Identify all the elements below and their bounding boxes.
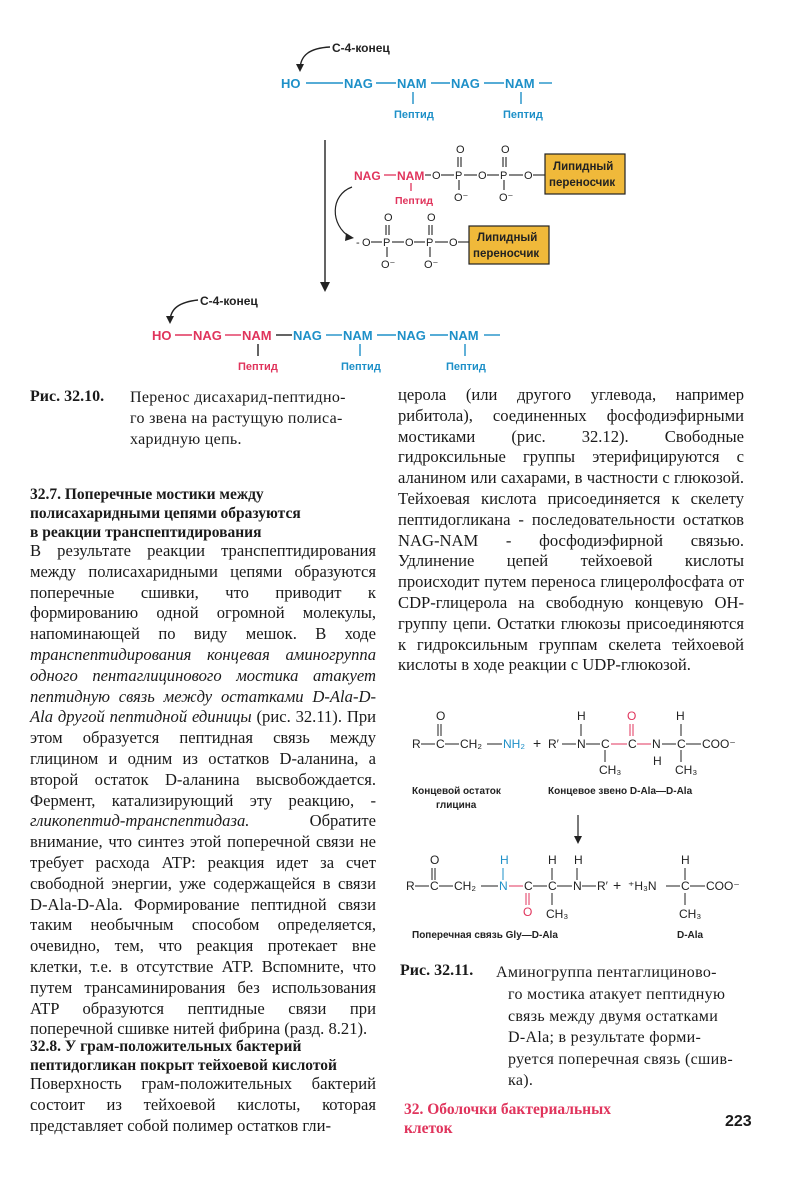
svg-text:HO: HO: [281, 76, 301, 91]
svg-text:-: -: [356, 237, 360, 249]
svg-text:C: C: [677, 737, 686, 751]
c4-hook-arrow-top: [300, 47, 330, 70]
svg-text:COO⁻: COO⁻: [706, 879, 740, 893]
svg-text:CH₃: CH₃: [599, 763, 622, 777]
svg-text:Пептид: Пептид: [238, 361, 278, 373]
svg-text:Пептид: Пептид: [446, 361, 486, 373]
section-32-7-heading: 32.7. Поперечные мостики между полисахаридными цепями образуются в реакции транспептидирования: [30, 486, 301, 541]
svg-text:HO: HO: [152, 328, 172, 343]
svg-text:Пептид: Пептид: [395, 195, 433, 207]
svg-text:C: C: [628, 737, 637, 751]
svg-text:N: N: [652, 737, 661, 751]
svg-text:NAM: NAM: [397, 76, 427, 91]
svg-text:Концевое звено D-Ala—D-Ala: Концевое звено D-Ala—D-Ala: [548, 786, 693, 797]
svg-text:H: H: [577, 709, 586, 723]
svg-text:O: O: [362, 237, 371, 249]
pyrophosphate-1: [432, 144, 533, 204]
svg-text:R: R: [406, 879, 415, 893]
svg-text:NAG: NAG: [451, 76, 480, 91]
svg-text:C: C: [601, 737, 610, 751]
c4-end-label-bottom: C-4-конец: [200, 294, 258, 308]
svg-text:NAG: NAG: [344, 76, 373, 91]
svg-text:NAM: NAM: [397, 169, 425, 183]
svg-text:Липидный: Липидный: [553, 161, 614, 173]
svg-text:R: R: [412, 737, 421, 751]
c4-hook-arrow-bottom: [170, 300, 198, 322]
svg-text:Концевой остаток: Концевой остаток: [412, 786, 501, 797]
svg-text:H: H: [653, 754, 662, 768]
svg-text:C: C: [681, 879, 690, 893]
svg-text:Поперечная связь Gly—D-Ala: Поперечная связь Gly—D-Ala: [412, 930, 558, 941]
svg-text:C: C: [548, 879, 557, 893]
svg-text:R′: R′: [597, 879, 608, 893]
caption-32-10-label: Рис. 32.10.: [30, 388, 105, 405]
svg-text:P: P: [383, 237, 391, 249]
svg-text:O: O: [430, 853, 440, 867]
section-32-8-body: Поверхность грам-положительных бактерий состоит из тейхоевой кислоты, которая представляет собой полимер остатков гли-: [30, 1074, 376, 1135]
svg-text:O: O: [449, 237, 458, 249]
svg-text:Липидный: Липидный: [477, 232, 538, 244]
svg-text:P: P: [500, 170, 508, 182]
svg-text:COO⁻: COO⁻: [702, 737, 736, 751]
svg-text:D-Ala: D-Ala: [677, 930, 704, 941]
svg-text:CH₃: CH₃: [546, 907, 569, 921]
svg-text:CH₃: CH₃: [675, 763, 698, 777]
svg-text:O⁻: O⁻: [381, 259, 396, 271]
svg-text:N: N: [573, 879, 582, 893]
svg-text:H: H: [681, 853, 690, 867]
svg-text:H: H: [548, 853, 557, 867]
svg-text:O: O: [524, 170, 533, 182]
svg-text:O⁻: O⁻: [499, 192, 514, 204]
caption-32-11-text: Аминогруппа пентаглициново-: [496, 964, 717, 981]
svg-text:CH₂: CH₂: [460, 737, 482, 751]
section-32-8-heading: 32.8. У грам-положительных бактерий пептидогликан покрыт тейхоевой кислотой: [30, 1038, 337, 1074]
svg-text:O: O: [384, 212, 393, 224]
svg-text:N: N: [577, 737, 586, 751]
svg-text:+: +: [533, 735, 542, 751]
svg-text:O: O: [501, 144, 510, 156]
svg-text:переносчик: переносчик: [549, 177, 616, 189]
svg-text:NAG: NAG: [397, 328, 426, 343]
svg-text:O⁻: O⁻: [424, 259, 439, 271]
svg-text:O: O: [427, 212, 436, 224]
svg-text:NAM: NAM: [449, 328, 479, 343]
svg-text:H: H: [676, 709, 685, 723]
svg-text:O⁻: O⁻: [454, 192, 469, 204]
svg-text:⁺H₃N: ⁺H₃N: [628, 879, 657, 893]
peptide-label: Пептид: [394, 109, 434, 121]
svg-text:C: C: [436, 737, 445, 751]
svg-text:NAG: NAG: [354, 169, 381, 183]
svg-text:O: O: [456, 144, 465, 156]
svg-text:C: C: [524, 879, 533, 893]
svg-text:CH₃: CH₃: [679, 907, 702, 921]
peptide-label: Пептид: [503, 109, 543, 121]
figure-32-10: [140, 38, 660, 378]
svg-text:переносчик: переносчик: [473, 248, 540, 260]
svg-text:NAG: NAG: [193, 328, 222, 343]
svg-text:O: O: [478, 170, 487, 182]
running-footer-chapter: 32. Оболочки бактериальных клеток: [404, 1101, 611, 1137]
svg-text:O: O: [432, 170, 441, 182]
svg-text:H: H: [574, 853, 583, 867]
svg-text:O: O: [436, 709, 446, 723]
svg-text:+: +: [613, 877, 622, 893]
svg-text:N: N: [499, 879, 508, 893]
svg-text:P: P: [455, 170, 463, 182]
curved-arrow: [335, 187, 352, 237]
caption-32-11-label: Рис. 32.11.: [400, 962, 474, 979]
svg-text:O: O: [405, 237, 414, 249]
caption-32-10-text: Перенос дисахарид-пептидно- го звена на растущую полиса- харидную цепь.: [130, 389, 346, 448]
svg-text:CH₂: CH₂: [454, 879, 476, 893]
c4-end-label-top: C-4-конец: [332, 41, 390, 55]
svg-text:NAM: NAM: [505, 76, 535, 91]
svg-text:O: O: [627, 709, 637, 723]
svg-text:NAG: NAG: [293, 328, 322, 343]
chain-bottom: [152, 328, 479, 343]
svg-text:Пептид: Пептид: [341, 361, 381, 373]
right-column-body: церола (или другого углевода, например рибитола), соединенных фосфодиэфирными мостиками (рис. 32.12). Свободные гидроксильные группы этерифицируются с аланином или сахарами, в частности с глюкозой. Тейхоевая кислота присоединяется к скелету пептидогликана - последовательности остатков NAG-NAM - фосфодиэфирной связью. Удлинение цепей тейхоевой кислоты происходит путем переноса глицеролфосфата от CDP-глицерола на свободную концевую OH-группу цепи. Остатки глюкозы присоединяются к гидроксильным группам скелета тейхоевой кислоты в ходе реакции с UDP-глюкозой.: [398, 385, 744, 675]
svg-text:H: H: [500, 853, 509, 867]
caption-32-11-text-cont: го мостика атакует пептидную связь между двумя остатками D-Ala; в результате форми- руется поперечная связь (сшив- ка).: [508, 986, 733, 1089]
svg-text:NAM: NAM: [343, 328, 373, 343]
figure-32-11: [395, 700, 765, 950]
section-32-7-body: В результате реакции транспептидирования между полисахаридными цепями образуются поперечные сшивки, что приводит к формированию одной огромной молекулы, напоминающей по виду мешок. В ходе транспептидирования концевая аминогруппа одного пентаглицинового мостика атакует пептидную связь между остатками D-Ala-D-Ala другой пептидной единицы (рис. 32.11). При этом образуется пептидная связь между глицином и одним из остатков D-аланина, а второй остаток D-аланина высвобождается. Фермент, катализирующий эту реакцию, - гликопептид-транспептидаза. Обратите внимание, что синтез этой поперечной связи не требует расхода ATP: реакция идет за счет свободной энергии, уже содержащейся в связи D-Ala-D-Ala. Формирование пептидной связи таким необычным способом определяется, очевидно, тем, что реакция протекает вне клетки, т.е. в отсутствие ATP. Вспомните, что путем трансаминирования без использования ATP образуются пептидные связи при поперечной сшивке нитей фибрина (разд. 8.21).: [30, 541, 376, 1039]
svg-text:R′: R′: [548, 737, 559, 751]
svg-text:P: P: [426, 237, 434, 249]
svg-text:C: C: [430, 879, 439, 893]
svg-text:O: O: [523, 905, 533, 919]
page-number: 223: [725, 1113, 752, 1130]
svg-text:NH₂: NH₂: [503, 737, 525, 751]
svg-text:глицина: глицина: [436, 800, 477, 811]
svg-text:NAM: NAM: [242, 328, 272, 343]
